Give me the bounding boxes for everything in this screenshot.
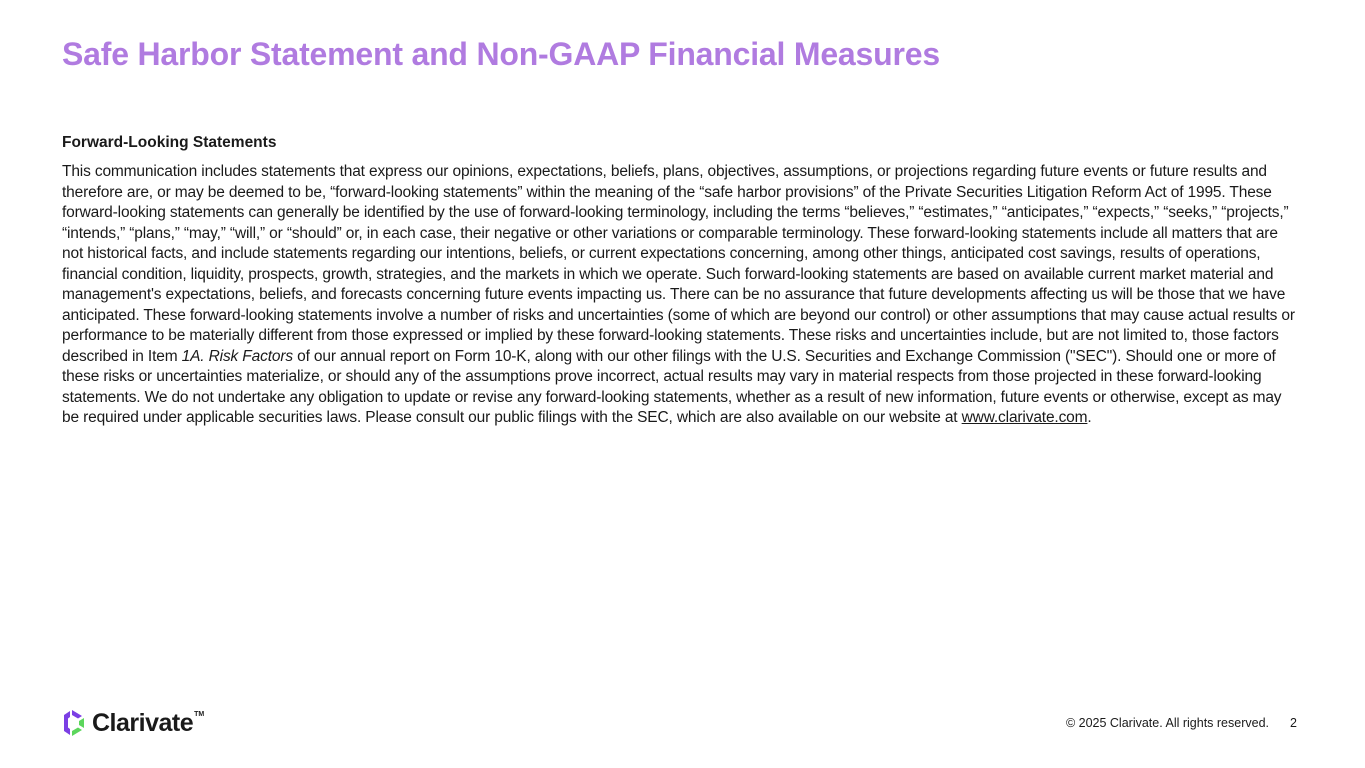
- logo-trademark: TM: [194, 711, 205, 718]
- body-text-part2: of our annual report on Form 10-K, along with our other filings with the U.S. Securities and Exchange Commission ("SEC"). Should one or more of these risks or uncertainties materialize, or should any of the assumptions prove incorrect, actual results may vary in material respects from those projected in these forward-looking statements. We do not undertake any obligation to update or revise any forward-looking statements, whether as a result of new information, future events or otherwise, except as may be required under applicable securities laws. Please consult our public filings with the SEC, which are also available on our website at: [62, 347, 1282, 426]
- clarivate-logo: [62, 708, 204, 738]
- website-link[interactable]: www.clarivate.com: [961, 409, 1088, 426]
- clarivate-mark-icon: [62, 709, 88, 737]
- body-text-end: .: [1087, 409, 1092, 426]
- body-text-part1: This communication includes statements that express our opinions, expectations, beliefs, plans, objectives, assumptions, or projections regarding future events or future results and therefore are, or may be deemed to be, “forward-looking statements” within the meaning of the “safe harbor provisions” of the Private Securities Litigation Reform Act of 1995. These forward-looking statements can generally be identified by the use of forward-looking terminology, including the terms “believes,” “estimates,” “anticipates,” “expects,” “seeks,” “projects,” “intends,” “plans,” “may,” “will,” or “should” or, in each case, their negative or other variations or comparable terminology. These forward-looking statements include all matters that are not historical facts, and include statements regarding our intentions, beliefs, or current expectations concerning, among other things, anticipated cost savings, results of operations, financial condition, liquidity, prospects, growth, strategies, and the markets in which we operate. Such forward-looking statements are based on available current market material and management's expectations, beliefs, and forecasts concerning future events impacting us. There can be no assurance that future developments affecting us will be those that we have anticipated. These forward-looking statements involve a number of risks and uncertainties (some of which are beyond our control) or other assumptions that may cause actual results or performance to be materially different from those expressed or implied by these forward-looking statements. These risks and uncertainties include, but are not limited to, those factors described in Item: [62, 163, 1295, 365]
- body-paragraph: [62, 162, 1302, 429]
- section-heading: Forward-Looking Statements: [62, 134, 277, 151]
- page-number: 2: [1290, 716, 1297, 730]
- page-title: Safe Harbor Statement and Non-GAAP Financial Measures: [62, 36, 940, 72]
- copyright-notice: © 2025 Clarivate. All rights reserved.: [1065, 716, 1269, 730]
- logo-wordmark: Clarivate: [92, 708, 194, 737]
- body-italic-reference: 1A. Risk Factors: [181, 347, 293, 365]
